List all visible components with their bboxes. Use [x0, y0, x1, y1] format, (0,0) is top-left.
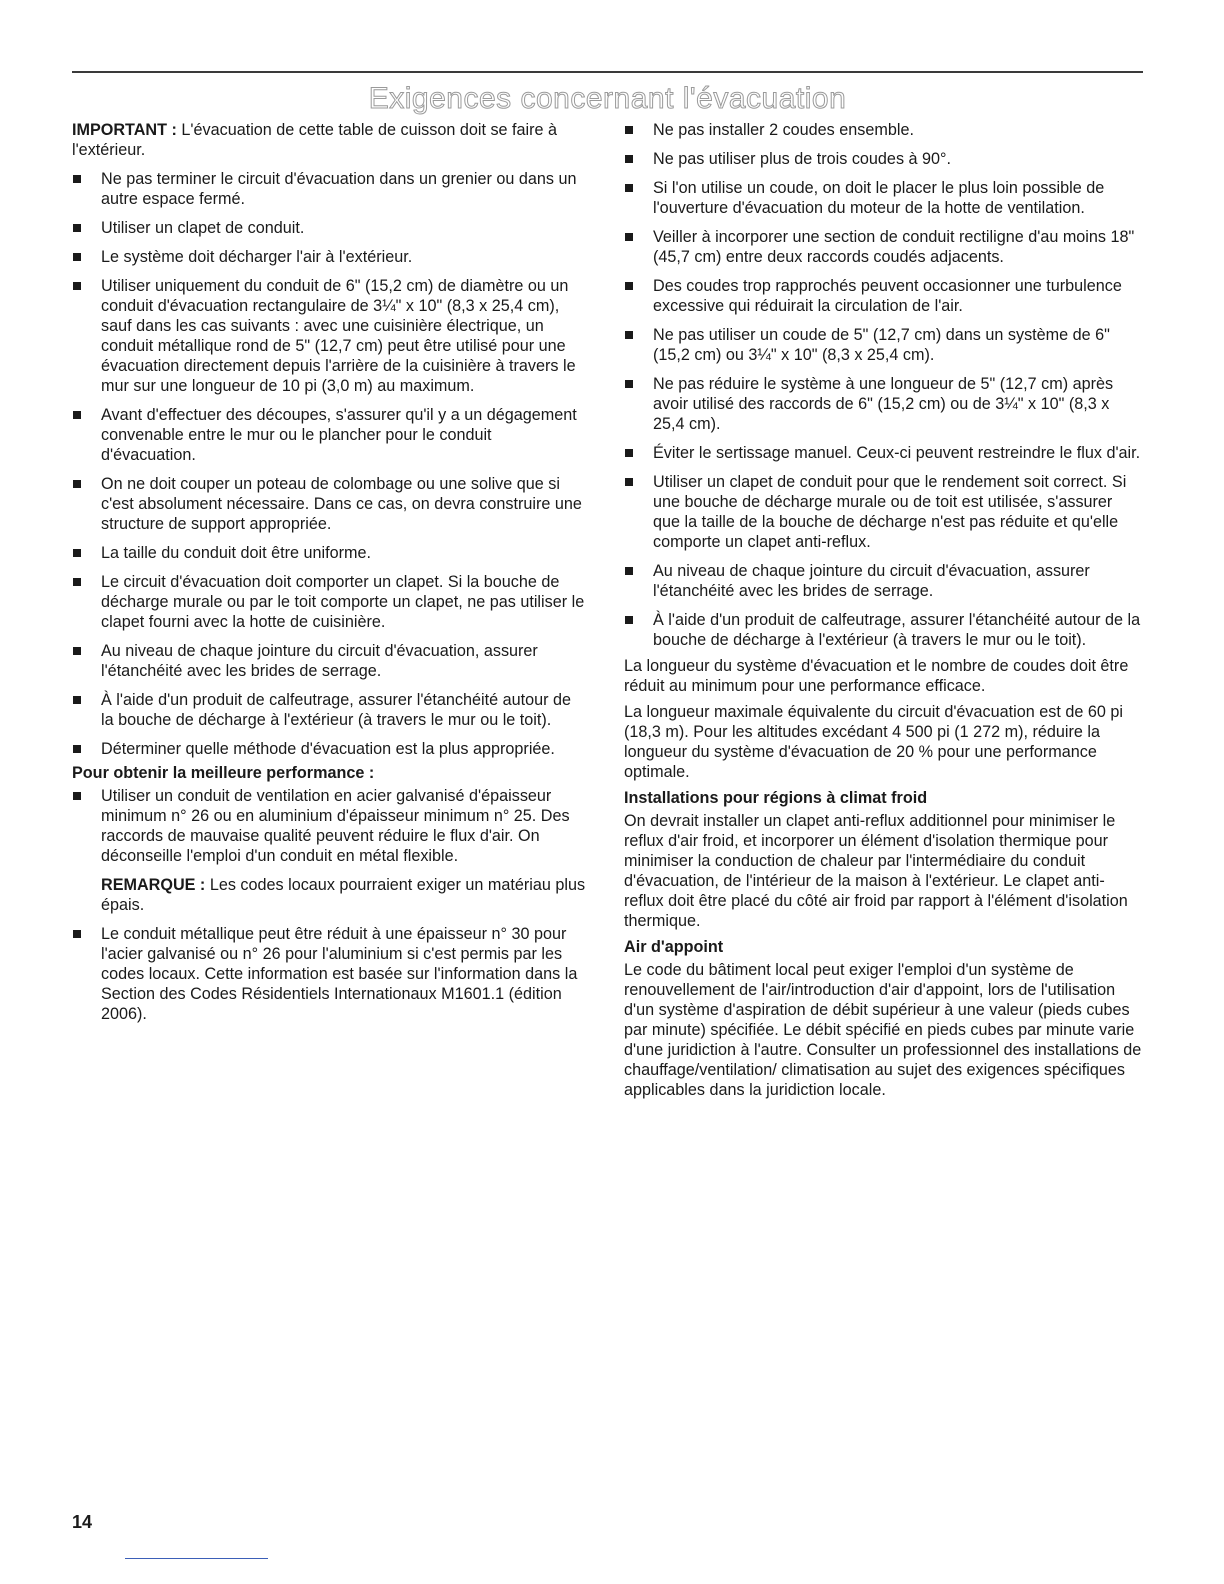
square-bullet-icon [73, 175, 81, 183]
makeup-air-heading: Air d'appoint [624, 938, 724, 956]
square-bullet-icon [73, 647, 81, 655]
bottom-rule [125, 1558, 268, 1559]
important-note [72, 120, 587, 160]
list-item: On ne doit couper un poteau de colombage ou une solive que si c'est absolument nécessaire. Dans ce cas, on devra construire une structure de support appropriée. [72, 474, 587, 534]
square-bullet-icon [625, 449, 633, 457]
square-bullet-icon [625, 233, 633, 241]
list-item: Le circuit d'évacuation doit comporter un clapet. Si la bouche de décharge murale ou par le toit comporte un clapet, ne pas utiliser le clapet fourni avec la hotte de cuisinière. [72, 572, 587, 632]
list-item: Utiliser un clapet de conduit. [72, 218, 587, 238]
top-rule [72, 71, 1143, 73]
square-bullet-icon [73, 792, 81, 800]
makeup-air-text: Le code du bâtiment local peut exiger l'emploi d'un système de renouvellement de l'air/introduction d'air d'appoint, lors de l'utilisation d'un système d'aspiration de débit supérieur à une valeur (pieds cubes par minute) spécifiée. Le débit spécifié en pieds cubes par minute varie d'une juridiction à l'autre. Consulter un professionnel des installations de chauffage/ventilation/ climatisation au sujet des exigences spécifiques applicables dans la juridiction locale. [624, 961, 1142, 1099]
list-item: Veiller à incorporer une section de conduit rectiligne d'au moins 18" (45,7 cm) entre deux raccords coudés adjacents. [624, 227, 1142, 267]
list-item: Ne pas terminer le circuit d'évacuation dans un grenier ou dans un autre espace fermé. [72, 169, 587, 209]
square-bullet-icon [73, 282, 81, 290]
important-text: L'évacuation de cette table de cuisson doit se faire à l'extérieur. [72, 121, 558, 159]
list-item: Déterminer quelle méthode d'évacuation est la plus appropriée. [72, 739, 587, 759]
square-bullet-icon [625, 331, 633, 339]
list-item: La taille du conduit doit être uniforme. [72, 543, 587, 563]
list-item: À l'aide d'un produit de calfeutrage, assurer l'étanchéité autour de la bouche de décharge à l'extérieur (à travers le mur ou le toit). [72, 690, 587, 730]
list-item: Éviter le sertissage manuel. Ceux-ci peuvent restreindre le flux d'air. [624, 443, 1142, 463]
list-item: Au niveau de chaque jointure du circuit d'évacuation, assurer l'étanchéité avec les brides de serrage. [72, 641, 587, 681]
requirements-list [72, 169, 587, 759]
square-bullet-icon [625, 380, 633, 388]
list-item: Utiliser un clapet de conduit pour que le rendement soit correct. Si une bouche de décharge murale ou de toit est utilisée, s'assurer que la taille de la bouche de décharge n'est pas réduite et qu'elle comporte un clapet anti-reflux. [624, 472, 1142, 552]
square-bullet-icon [625, 126, 633, 134]
square-bullet-icon [625, 282, 633, 290]
square-bullet-icon [73, 480, 81, 488]
important-label: IMPORTANT : [72, 121, 177, 139]
remark-text: Les codes locaux pourraient exiger un matériau plus épais. [101, 876, 586, 914]
length-paragraph: La longueur du système d'évacuation et le nombre de coudes doit être réduit au minimum pour une performance efficace. [624, 657, 1129, 695]
list-item: Avant d'effectuer des découpes, s'assurer qu'il y a un dégagement convenable entre le mur ou le plancher pour le conduit d'évacuation. [72, 405, 587, 465]
square-bullet-icon [625, 184, 633, 192]
remark-label: REMARQUE : [101, 876, 206, 894]
square-bullet-icon [625, 616, 633, 624]
list-item: Ne pas réduire le système à une longueur de 5" (12,7 cm) après avoir utilisé des raccords de 6" (15,2 cm) ou de 3¼" x 10" (8,3 x 25,4 cm). [624, 374, 1142, 434]
square-bullet-icon [73, 253, 81, 261]
page-title: Exigences concernant l'évacuation [368, 82, 847, 115]
square-bullet-icon [625, 155, 633, 163]
right-column [624, 120, 1142, 1109]
square-bullet-icon [625, 478, 633, 486]
list-item: Au niveau de chaque jointure du circuit d'évacuation, assurer l'étanchéité avec les brides de serrage. [624, 561, 1142, 601]
list-item: Le conduit métallique peut être réduit à une épaisseur n° 30 pour l'acier galvanisé ou n° 26 pour l'aluminium si c'est permis par les codes locaux. Cette information est basée sur l'information dans la Section des Codes Résidentiels Internationaux M1601.1 (édition 2006). [72, 924, 587, 1024]
performance-heading: Pour obtenir la meilleure performance : [72, 764, 375, 782]
list-item: Ne pas installer 2 coudes ensemble. [624, 120, 1142, 140]
cold-climate-heading: Installations pour régions à climat froid [624, 789, 928, 807]
list-item: Le système doit décharger l'air à l'extérieur. [72, 247, 587, 267]
cold-climate-text: On devrait installer un clapet anti-reflux additionnel pour minimiser le reflux d'air froid, et incorporer un élément d'isolation thermique pour minimiser la conduction de chaleur par l'intermédiaire du conduit d'évacuation, de l'intérieur de la maison à l'extérieur. Le clapet anti-reflux doit être placé du côté air froid par rapport à l'élément d'isolation thermique. [624, 812, 1128, 930]
elbow-list [624, 120, 1142, 650]
max-length-paragraph: La longueur maximale équivalente du circuit d'évacuation est de 60 pi (18,3 m). Pour les altitudes excédant 4 500 pi (1 272 m), réduire la longueur du système d'évacuation de 20 % pour une performance optimale. [624, 703, 1123, 781]
square-bullet-icon [73, 930, 81, 938]
list-item: Utiliser un conduit de ventilation en acier galvanisé d'épaisseur minimum n° 26 ou en aluminium d'épaisseur minimum n° 25. Des raccords de mauvaise qualité peuvent réduire le flux d'air. On déconseille l'emploi d'un conduit en métal flexible. REMARQUE : Les codes locaux pourraient exiger un matériau plus épais. [72, 786, 587, 915]
left-column [72, 120, 587, 1033]
square-bullet-icon [625, 567, 633, 575]
list-item: Ne pas utiliser un coude de 5" (12,7 cm) dans un système de 6" (15,2 cm) ou 3¼" x 10" (8,3 x 25,4 cm). [624, 325, 1142, 365]
square-bullet-icon [73, 696, 81, 704]
square-bullet-icon [73, 549, 81, 557]
list-item: Utiliser uniquement du conduit de 6" (15,2 cm) de diamètre ou un conduit d'évacuation rectangulaire de 3¼" x 10" (8,3 x 25,4 cm), sauf dans les cas suivants : avec une cuisinière électrique, un conduit métallique rond de 5" (12,7 cm) peut être utilisé pour une évacuation directement depuis l'arrière de la cuisinière à travers le mur sur une longueur de 10 pi (3,0 m) au maximum. [72, 276, 587, 396]
square-bullet-icon [73, 411, 81, 419]
list-item: Ne pas utiliser plus de trois coudes à 90°. [624, 149, 1142, 169]
list-item: À l'aide d'un produit de calfeutrage, assurer l'étanchéité autour de la bouche de décharge à l'extérieur (à travers le mur ou le toit). [624, 610, 1142, 650]
square-bullet-icon [73, 578, 81, 586]
square-bullet-icon [73, 745, 81, 753]
remark-note [101, 875, 587, 915]
list-item: Si l'on utilise un coude, on doit le placer le plus loin possible de l'ouverture d'évacuation du moteur de la hotte de ventilation. [624, 178, 1142, 218]
page-number: 14 [72, 1512, 93, 1532]
performance-list [72, 786, 587, 1024]
square-bullet-icon [73, 224, 81, 232]
list-item: Des coudes trop rapprochés peuvent occasionner une turbulence excessive qui réduirait la circulation de l'air. [624, 276, 1142, 316]
